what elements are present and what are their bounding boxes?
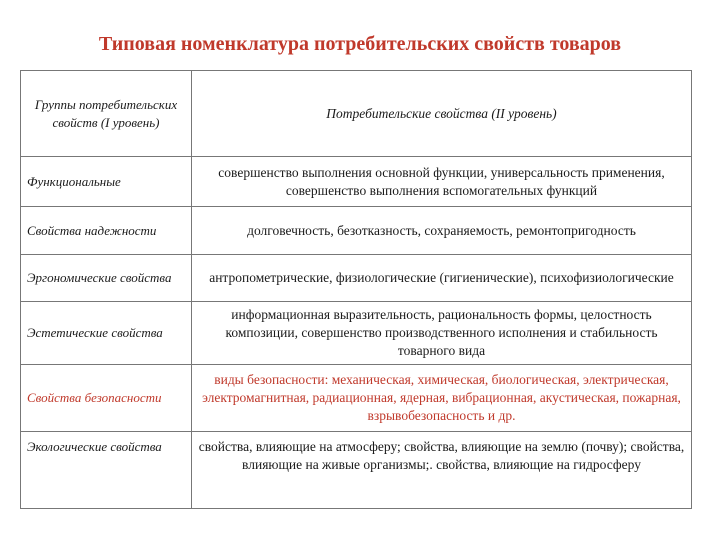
properties-table xyxy=(20,70,692,509)
table-header-row xyxy=(21,71,692,157)
properties-cell: антропометрические, физиологические (гигиенические), психофизиологические xyxy=(192,255,692,302)
group-cell: Эстетические свойства xyxy=(21,302,192,365)
group-cell: Экологические свойства xyxy=(21,432,192,509)
group-cell: Свойства безопасности xyxy=(21,365,192,432)
header-groups: Группы потребительских свойств (I уровень) xyxy=(21,71,192,157)
properties-cell: виды безопасности: механическая, химическая, биологическая, электрическая, электромагнитная, радиационная, ядерная, вибрационная, акустическая, пожарная, взрывобезопасность и др. xyxy=(192,365,692,432)
group-cell: Функциональные xyxy=(21,157,192,207)
header-properties: Потребительские свойства (II уровень) xyxy=(192,71,692,157)
properties-cell: долговечность, безотказность, сохраняемость, ремонтопригодность xyxy=(192,207,692,255)
properties-cell: свойства, влияющие на атмосферу; свойства, влияющие на землю (почву); свойства, влияющие на живые организмы;. свойства, влияющие на гидросферу xyxy=(192,432,692,509)
table-row xyxy=(21,255,692,302)
properties-cell: совершенство выполнения основной функции, универсальность применения, совершенство выполнения вспомогательных функций xyxy=(192,157,692,207)
group-cell: Эргономические свойства xyxy=(21,255,192,302)
table-row-highlighted xyxy=(21,365,692,432)
table-row xyxy=(21,432,692,509)
table-row xyxy=(21,157,692,207)
group-cell: Свойства надежности xyxy=(21,207,192,255)
table-row xyxy=(21,302,692,365)
table-row xyxy=(21,207,692,255)
properties-cell: информационная выразительность, рациональность формы, целостность композиции, совершенство производственного исполнения и стабильность товарного вида xyxy=(192,302,692,365)
page-title: Типовая номенклатура потребительских свойств товаров xyxy=(98,33,622,55)
